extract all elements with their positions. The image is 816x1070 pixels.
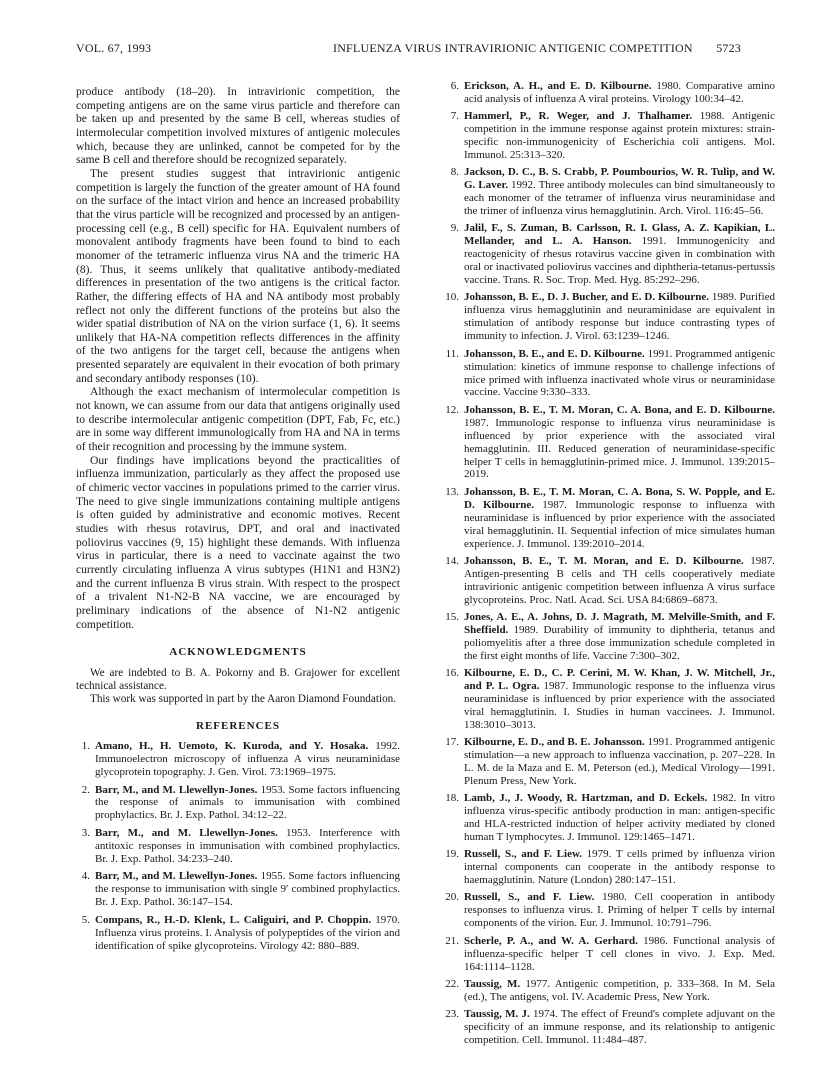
reference-item: 1. Amano, H., H. Uemoto, K. Kuroda, and Y. Hosaka. 1992. Immunoelectron microscopy of influenza A virus neuraminidase glycoprotein topography. J. Gen. Virol. 73:1969–1975. [81, 740, 400, 779]
reference-item: 16. Kilbourne, E. D., C. P. Cerini, M. W. Khan, J. W. Mitchell, Jr., and P. L. Ogra. 1987. Immunologic response to the influenza virus neuraminidase is influenced by prior experience with the associated viral hemagglutinin. I. Studies in human vaccinees. J. Immunol. 138:3010–3013. [445, 667, 775, 731]
right-column [445, 80, 775, 1051]
reference-item: 11. Johansson, B. E., and E. D. Kilbourne. 1991. Programmed antigenic stimulation: kinetics of immune response to challenge infections of mice primed with influenza inactivated whole virus or neuraminidase vaccine. Vaccine 9:330–333. [445, 347, 776, 399]
body-paragraph: The present studies suggest that intravirionic antigenic competition is largely the function of the greater amount of HA found on the surface of the intact virion and hence an increased probability that the virus particle will be recognized and processed by an antigen-processing cell (e.g., B cell) specific for HA. Equivalent numbers of monovalent antibody fragments have been found to bind to each monomer of the tetrameric influenza virus NA and the trimeric HA (8). Thus, it seems unlikely that qualitative antibody-mediated differences in presentation of the two antigens is the critical factor. Rather, the differing effects of HA and NA antibody most probably reflect not only the different functions of the proteins but also the wider spatial distribution of NA on the virion surface (1, 6). It seems unlikely that HA-NA competition reflects differences in the affinity of the two antigens for the target cell, because the antigens when presented separately are equivalent in their evocation of both primary and secondary antibody responses (10). [76, 167, 400, 385]
references-heading: REFERENCES [196, 719, 280, 732]
reference-item: 10. Johansson, B. E., D. J. Bucher, and E. D. Kilbourne. 1989. Purified influenza virus hemagglutinin and neuraminidase are equivalent in stimulation of antibody response but induce contrasting types of immunity to infection. J. Virol. 63:1239–1246. [445, 291, 775, 343]
reference-item: 18. Lamb, J., J. Woody, R. Hartzman, and D. Eckels. 1982. In vitro influenza virus-specific antibody production in man: antigen-specific and HLA-restricted induction of helper activity mediated by cloned human T lymphocytes. J. Immunol. 129:1465–1471. [445, 792, 775, 844]
reference-item: 13. Johansson, B. E., T. M. Moran, C. A. Bona, S. W. Popple, and E. D. Kilbourne. 1987. Immunologic response to influenza with neuraminidase is influenced by prior experience with the associated viral hemagglutinin. II. Sequential infection of mice simulates human experience. J. Immunol. 139:2010–2014. [445, 485, 776, 550]
volume-label: VOL. 67, 1993 [76, 41, 152, 55]
reference-item: 8. Jackson, D. C., B. S. Crabb, P. Poumbourios, W. R. Tulip, and W. G. Laver. 1992. Three antibody molecules can bind simultaneously to each monomer of the tetramer of influenza virus neuraminidase and the trimer of influenza virus hemagglutinin. Arch. Virol. 116:45–56. [450, 166, 775, 218]
reference-item: 5. Compans, R., H.-D. Klenk, L. Caliguiri, and P. Choppin. 1970. Influenza virus proteins. I. Analysis of polypeptides of the virion and identification of spike glycoproteins. Virology 42: 880–889. [81, 913, 400, 952]
reference-item: 22. Taussig, M. 1977. Antigenic competition, p. 333–368. In M. Sela (ed.), The antigens, vol. IV. Academic Press, New York. [445, 977, 775, 1003]
reference-item: 21. Scherle, P. A., and W. A. Gerhard. 1986. Functional analysis of influenza-specific helper T cell clones in vivo. J. Exp. Med. 164:1114–1128. [445, 934, 776, 973]
reference-item: 9. Jalil, F., S. Zuman, B. Carlsson, R. I. Glass, A. Z. Kapikian, L. Mellander, and L. A. Hanson. 1991. Immunogenicity and reactogenicity of rhesus rotavirus vaccine given in combination with oral or inactivated poliovirus vaccines and diphtheria-tetanus-pertussis vaccine. Trans. R. Soc. Trop. Med. Hyg. 85:292–296. [450, 222, 775, 287]
reference-item: 2. Barr, M., and M. Llewellyn-Jones. 1953. Some factors influencing the response of animals to immunisation with combined prophylactics. Br. J. Exp. Pathol. 34:12–22. [81, 783, 400, 822]
reference-item: 6. Erickson, A. H., and E. D. Kilbourne. 1980. Comparative amino acid analysis of influenza A viral proteins. Virology 100:34–42. [450, 80, 775, 105]
body-paragraph: Although the exact mechanism of intermolecular competition is not known, we can assume from our data that antigens originally used to describe intermolecular antigenic competition (DPT, Fab, Fc, etc.) are in some way different immunologically from HA and NA in terms of their recognition and processing by the immune system. [76, 386, 400, 454]
acknowledgments-heading: ACKNOWLEDGMENTS [169, 646, 307, 659]
reference-list-left [76, 740, 400, 952]
reference-item: 15. Jones, A. E., A. Johns, D. J. Magrath, M. Melville-Smith, and F. Sheffield. 1989. Durability of immunity to diphtheria, tetanus and poliomyelitis after a three dose immunization schedule completed in the first eight months of life. Vaccine 7:300–302. [445, 610, 775, 662]
reference-item: 3. Barr, M., and M. Llewellyn-Jones. 1953. Interference with antitoxic responses in immunisation with combined prophylactics. Br. J. Exp. Pathol. 34:233–240. [81, 826, 400, 865]
reference-item: 12. Johansson, B. E., T. M. Moran, C. A. Bona, and E. D. Kilbourne. 1987. Immunologic response to influenza virus neuraminidase is influenced by prior experience with the associated viral hemagglutinin. III. Reduced generation of neuraminidase-specific helper T cells in hemagglutinin-primed mice. J. Immunol. 139:2015–2019. [445, 403, 775, 481]
reference-item: 20. Russell, S., and F. Liew. 1980. Cell cooperation in antibody responses to influenza virus. I. Priming of helper T cells by internal components of the virion. Eur. J. Immunol. 10:791–796. [445, 891, 775, 930]
body-paragraph: produce antibody (18–20). In intravirionic competition, the competing antigens are on the same virus particle and therefore can be taken up and presented by the same B cell, whereas studies of intermolecular competition involved mixtures of antigenic molecules which, because they are unlinked, cannot be competed for by the same B cell and therefore should be recognized separately. [76, 86, 400, 167]
page-number: 5723 [716, 41, 741, 55]
reference-item: 7. Hammerl, P., R. Weger, and J. Thalhamer. 1988. Antigenic competition in the immune response against protein mixtures: strain-specific non-immunogenicity of Escherichia coli antigens. Mol. Immunol. 25:313–320. [450, 110, 775, 162]
body-paragraph: Our findings have implications beyond the practicalities of influenza immunization, particularly as they affect the proposed use of chimeric vector vaccines in populations primed to the carrier virus. The need to give single immunizations containing multiple antigens is often guided by administrative and economic motives. Recent studies with rhesus rotavirus, DPT, and oral and inactivated poliovirus vaccines (9, 15) highlight these demands. With influenza virus in particular, there is a need to vaccinate against the two currently circulating influenza A virus subtypes (H1N1 and H3N2) and the current influenza B virus strain. With respect to the prospect of a trivalent N1-N2-B NA vaccine, we are encouraged by preliminary indications of the absence of N1-N2 antigenic competition. [76, 454, 400, 631]
acknowledgment-paragraph: We are indebted to B. A. Pokorny and B. Grajower for excellent technical assistance. [76, 666, 400, 693]
running-title: INFLUENZA VIRUS INTRAVIRIONIC ANTIGENIC COMPETITION [333, 41, 693, 55]
reference-item: 23. Taussig, M. J. 1974. The effect of Freund's complete adjuvant on the specificity of an immune response, and its relationship to antigenic competition. Cell. Immunol. 11:484–487. [445, 1007, 775, 1046]
left-column [76, 86, 400, 957]
reference-item: 14. Johansson, B. E., T. M. Moran, and E. D. Kilbourne. 1987. Antigen-presenting B cells and TH cells cooperatively mediate intravirionic antigenic competition between influenza A virus surface glycoproteins. Proc. Natl. Acad. Sci. USA 84:6869–6873. [445, 554, 776, 606]
acknowledgment-paragraph: This work was supported in part by the Aaron Diamond Foundation. [90, 693, 397, 706]
reference-item: 19. Russell, S., and F. Liew. 1979. T cells primed by influenza virion internal components can cooperate in the antibody response to haemagglutinin. Nature (London) 280:147–151. [445, 848, 775, 887]
running-header [76, 41, 741, 57]
reference-item: 17. Kilbourne, E. D., and B. E. Johansson. 1991. Programmed antigenic stimulation—a new approach to influenza vaccination, p. 207–228. In L. M. de la Maza and E. M. Peterson (ed.), Medical Virology—1991. Plenum Press, New York. [445, 736, 776, 787]
reference-list-right [445, 80, 775, 1047]
reference-item: 4. Barr, M., and M. Llewellyn-Jones. 1955. Some factors influencing the response to immunisation with single 9′ combined prophylactics. Br. J. Exp. Pathol. 36:147–154. [81, 870, 400, 909]
